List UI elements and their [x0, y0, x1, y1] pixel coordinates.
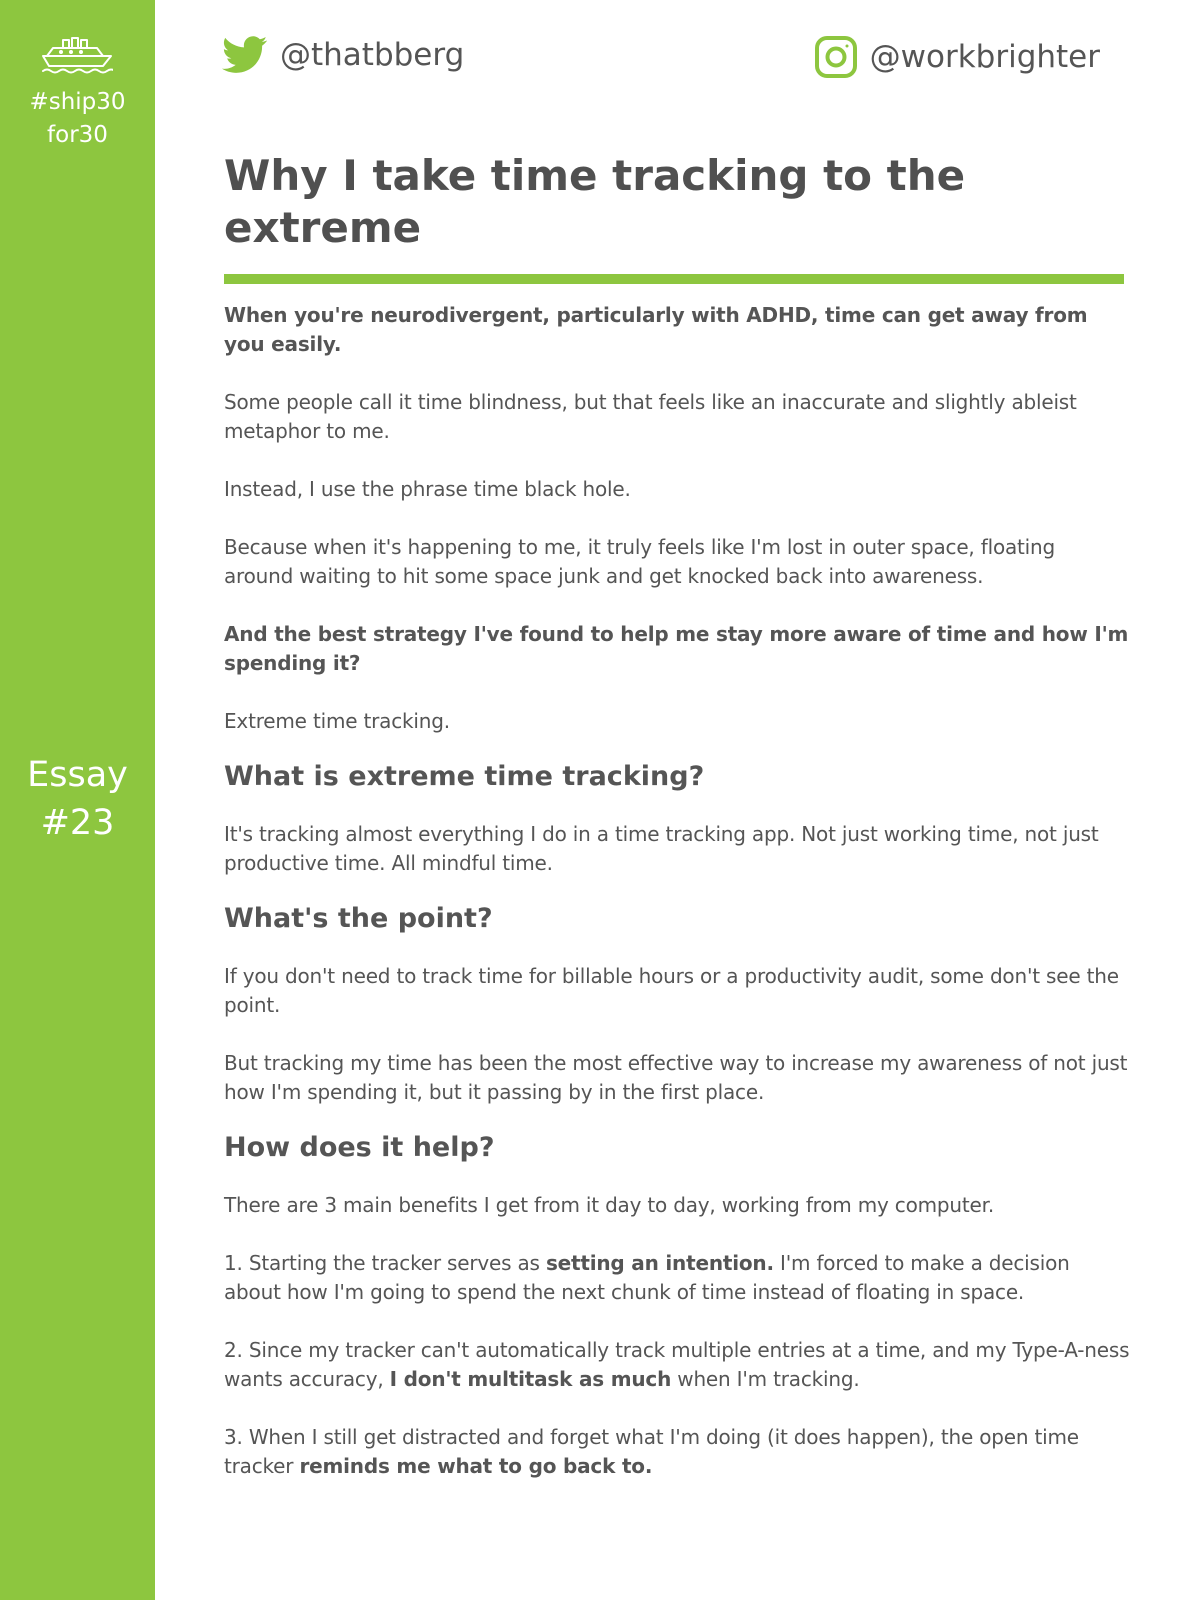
- article-body: [224, 301, 1130, 1510]
- paragraph: There are 3 main benefits I get from it day to day, working from my computer.: [224, 1193, 994, 1217]
- benefit-item: [224, 1423, 1130, 1481]
- paragraph: If you don't need to track time for billable hours or a productivity audit, some don't see the point.: [224, 964, 1119, 1017]
- essay-number: #23: [40, 803, 115, 843]
- essay-label: Essay: [27, 755, 128, 795]
- instagram-link[interactable]: [814, 35, 1100, 79]
- benefit-emphasis: reminds me what to go back to.: [299, 1454, 653, 1478]
- paragraph: Extreme time tracking.: [224, 709, 450, 733]
- benefit-item: [224, 1336, 1130, 1394]
- paragraph-question: And the best strategy I've found to help me stay more aware of time and how I'm spending it?: [224, 622, 1129, 675]
- paragraph: Because when it's happening to me, it truly feels like I'm lost in outer space, floating around waiting to hit some space junk and get knocked back into awareness.: [224, 535, 1056, 588]
- benefit-text: 2. Since my tracker can't automatically track multiple entries at a time, and my Type-A-ness wants accuracy,: [224, 1338, 1130, 1391]
- paragraph: Instead, I use the phrase time black hole.: [224, 477, 631, 501]
- benefit-text: I'm forced to make a decision about how I'm going to spend the next chunk of time instead of floating in space.: [224, 1251, 1070, 1304]
- section-heading: How does it help?: [224, 1132, 495, 1163]
- paragraph-intro: When you're neurodivergent, particularly with ADHD, time can get away from you easily.: [224, 303, 1088, 356]
- section-heading: What is extreme time tracking?: [224, 761, 705, 792]
- ship30-tag-line1: #ship30: [29, 89, 126, 115]
- benefit-text: when I'm tracking.: [671, 1367, 860, 1391]
- paragraph: But tracking my time has been the most effective way to increase my awareness of not just how I'm spending it, but it passing by in the first place.: [224, 1051, 1128, 1104]
- instagram-handle: @workbrighter: [869, 39, 1100, 75]
- paragraph: It's tracking almost everything I do in a time tracking app. Not just working time, not just productive time. All mindful time.: [224, 822, 1099, 875]
- ship30-tag-line2: for30: [47, 122, 108, 148]
- ship-icon: [41, 36, 113, 76]
- twitter-bird-icon: [222, 36, 268, 74]
- benefit-item: [224, 1249, 1130, 1307]
- title-divider: [224, 274, 1124, 284]
- benefit-emphasis: setting an intention.: [545, 1251, 774, 1275]
- benefit-text: 1. Starting the tracker serves as: [224, 1251, 546, 1275]
- sidebar: [0, 0, 155, 1600]
- section-heading: What's the point?: [224, 903, 493, 934]
- benefit-text: 3. When I still get distracted and forget what I'm doing (it does happen), the open time tracker: [224, 1425, 1079, 1478]
- twitter-link[interactable]: [222, 36, 464, 74]
- twitter-handle: @thatbberg: [280, 37, 465, 73]
- benefit-emphasis: I don't multitask as much: [389, 1367, 672, 1391]
- paragraph: Some people call it time blindness, but that feels like an inaccurate and slightly ableist metaphor to me.: [224, 390, 1077, 443]
- instagram-icon: [814, 35, 858, 79]
- article-title: Why I take time tracking to the extreme: [224, 151, 966, 252]
